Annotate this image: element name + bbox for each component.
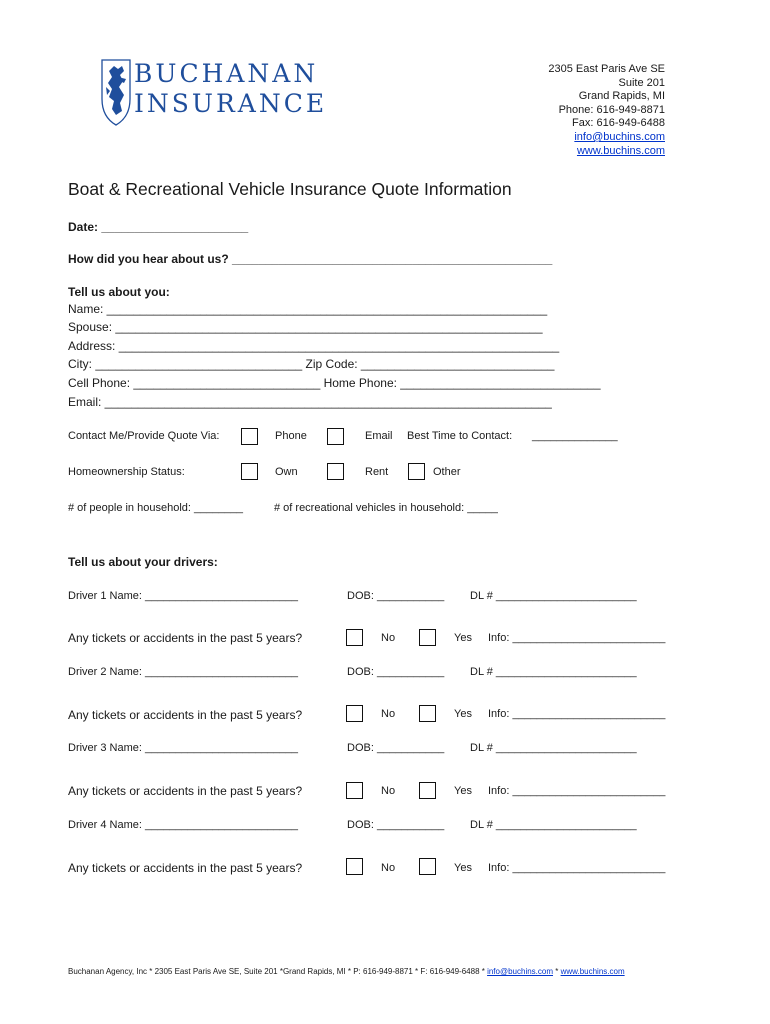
tickets-no-label: No [381, 632, 396, 644]
website-link[interactable]: www.buchins.com [576, 144, 665, 157]
name-field[interactable]: Name: __________________________________________________________________ [68, 302, 548, 316]
about-you-heading: Tell us about you: [68, 285, 170, 299]
tickets-yes-label: Yes [454, 862, 472, 874]
phone-line: Phone: 616-949-8871 [558, 103, 665, 116]
footer-email-link[interactable]: info@buchins.com [487, 967, 554, 976]
rent-label: Rent [365, 466, 389, 478]
tickets-yes-label: Yes [454, 708, 472, 720]
driver-name-field[interactable]: Driver 1 Name: _________________________ [68, 590, 298, 602]
tickets-yes-label: Yes [454, 785, 472, 797]
driver-dob-field[interactable]: DOB: ___________ [347, 742, 445, 754]
tickets-yes-checkbox[interactable] [419, 782, 436, 799]
lion-shield-icon [100, 57, 132, 127]
other-label: Other [433, 466, 461, 478]
company-address [548, 63, 665, 158]
tickets-info-field[interactable]: Info: _________________________ [488, 708, 666, 720]
own-checkbox[interactable] [241, 463, 258, 480]
tickets-no-checkbox[interactable] [346, 782, 363, 799]
phone-fields[interactable]: Cell Phone: ____________________________ Home Phone: ______________________________ [68, 376, 601, 390]
driver-dob-field[interactable]: DOB: ___________ [347, 666, 445, 678]
driver-dl-field[interactable]: DL # _______________________ [470, 590, 637, 602]
best-time-field[interactable]: ______________ [532, 430, 618, 442]
tickets-info-field[interactable]: Info: _________________________ [488, 632, 666, 644]
hear-about-field[interactable]: How did you hear about us? ________________________________________________ [68, 252, 553, 266]
tickets-info-field[interactable]: Info: _________________________ [488, 862, 666, 874]
drivers-heading: Tell us about your drivers: [68, 555, 218, 569]
driver-name-field[interactable]: Driver 3 Name: _________________________ [68, 742, 298, 754]
tickets-no-checkbox[interactable] [346, 858, 363, 875]
tickets-yes-checkbox[interactable] [419, 629, 436, 646]
page-title: Boat & Recreational Vehicle Insurance Quote Information [68, 179, 512, 199]
tickets-no-label: No [381, 708, 396, 720]
tickets-question: Any tickets or accidents in the past 5 years? [68, 861, 303, 875]
contact-phone-checkbox[interactable] [241, 428, 258, 445]
footer [68, 967, 625, 976]
email-field[interactable]: Email: ___________________________________________________________________ [68, 395, 552, 409]
logo-line1: BUCHANAN [134, 59, 319, 88]
driver-dl-field[interactable]: DL # _______________________ [470, 819, 637, 831]
tickets-no-label: No [381, 785, 396, 797]
date-field[interactable]: Date: ______________________ [68, 220, 249, 234]
contact-email-label: Email [365, 430, 393, 442]
tickets-yes-checkbox[interactable] [419, 705, 436, 722]
people-household-field[interactable]: # of people in household: ________ [68, 502, 243, 514]
best-time-label: Best Time to Contact: [407, 430, 513, 442]
vehicles-household-field[interactable]: # of recreational vehicles in household: _____ [274, 502, 498, 514]
own-label: Own [275, 466, 298, 478]
tickets-no-checkbox[interactable] [346, 629, 363, 646]
driver-dl-field[interactable]: DL # _______________________ [470, 666, 637, 678]
tickets-question: Any tickets or accidents in the past 5 years? [68, 708, 303, 722]
other-checkbox[interactable] [408, 463, 425, 480]
tickets-no-checkbox[interactable] [346, 705, 363, 722]
tickets-yes-label: Yes [454, 632, 472, 644]
address-line: Suite 201 [618, 76, 665, 89]
tickets-yes-checkbox[interactable] [419, 858, 436, 875]
tickets-question: Any tickets or accidents in the past 5 years? [68, 631, 303, 645]
contact-phone-label: Phone [275, 430, 307, 442]
driver-dob-field[interactable]: DOB: ___________ [347, 590, 445, 602]
footer-website-link[interactable]: www.buchins.com [560, 967, 625, 976]
company-logo [100, 57, 350, 127]
driver-dl-field[interactable]: DL # _______________________ [470, 742, 637, 754]
tickets-question: Any tickets or accidents in the past 5 years? [68, 784, 303, 798]
driver-dob-field[interactable]: DOB: ___________ [347, 819, 445, 831]
city-zip-field[interactable]: City: _______________________________ Zip Code: _____________________________ [68, 357, 555, 371]
tickets-no-label: No [381, 862, 396, 874]
footer-text: Buchanan Agency, Inc * 2305 East Paris Ave SE, Suite 201 *Grand Rapids, MI * P: 616-949-8871 * F: 616-949-6488 * [68, 967, 488, 976]
spouse-field[interactable]: Spouse: ________________________________________________________________ [68, 320, 543, 334]
contact-email-checkbox[interactable] [327, 428, 344, 445]
footer-separator: * [553, 967, 561, 976]
homeownership-label: Homeownership Status: [68, 466, 185, 478]
email-link[interactable]: info@buchins.com [574, 130, 665, 143]
address-field[interactable]: Address: __________________________________________________________________ [68, 339, 560, 353]
driver-name-field[interactable]: Driver 4 Name: _________________________ [68, 819, 298, 831]
tickets-info-field[interactable]: Info: _________________________ [488, 785, 666, 797]
rent-checkbox[interactable] [327, 463, 344, 480]
fax-line: Fax: 616-949-6488 [572, 117, 665, 130]
logo-line2: INSURANCE [134, 89, 328, 118]
address-line: Grand Rapids, MI [578, 90, 665, 103]
driver-name-field[interactable]: Driver 2 Name: _________________________ [68, 666, 298, 678]
contact-via-label: Contact Me/Provide Quote Via: [68, 430, 220, 442]
address-line: 2305 East Paris Ave SE [548, 63, 665, 75]
